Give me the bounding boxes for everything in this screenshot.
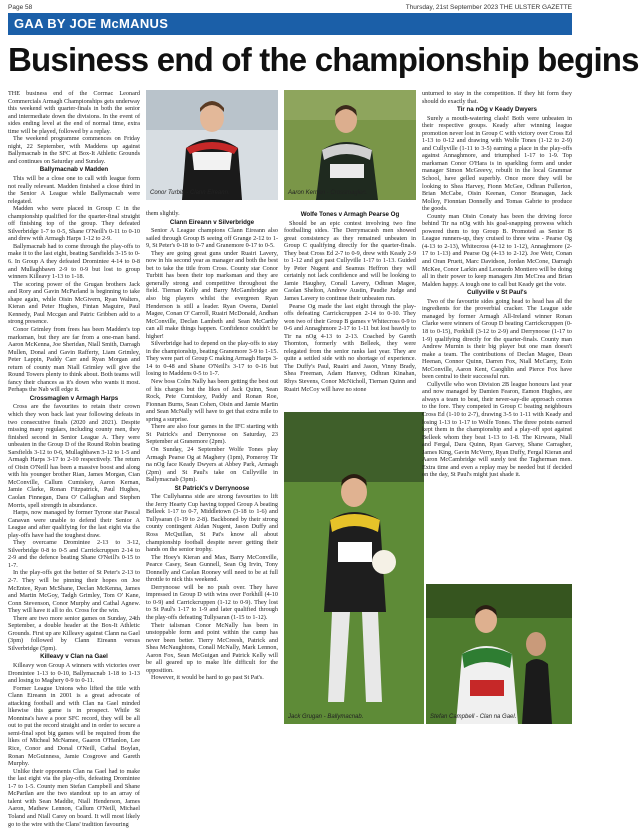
- paragraph: Cullyville who won Division 2B league honours last year and now managed by Damien Fearon, Eamon Hughes, are always a team to beat, their never-say-die approach comes to the fore. They competed in Group C beating neighbours Cross Ed (1-10 to 2-7), drawing 3-5 to 1-11 with Keady and losing 1-13 to 1-17 to Wolfe Tones. The three points earned kept them in the championship and a play-off spot against Belleek whom they beat 1-13 to 1-8. The Kirwans, Niall and Fergal, Dara Quinn, Ryan Garvey, Shane Carragher, James King, Gavin McVerry, Ryan Duffy, Fergal Kieran and Aaron McCambridge will surely test the Tagherman men. Extra time and even a replay may be needed but if decided on the day, St Paul's might just shade it.: [422, 380, 572, 479]
- photo-caption: Conor Turbitt - Clann Eireann.: [150, 190, 230, 196]
- paragraph: This will be a close one to call with league form not really relevant. Madden finished a close third in the Senior A League while Ballymacnab were relegated.: [8, 175, 140, 205]
- paragraph: Former League Unions who lifted the title with Clann Eireann in 2001 is a great advocate of attacking football and with Clan na Gael minded likewise this game is in prospect. While St Monnina's have a poor SFC record, they will be all out to put the record straight and in order to secure a semi-final spot big games will be required from the likes of Micheal McNamee, Gaaron O'Hanlon, Lee Rice, Conor and Donal O'Neill, Cathal Boylan, Ronan McGuinness, Jamie Cosgrove and Gareth Murphy.: [8, 684, 140, 768]
- paragraph: On Sunday, 24 September Wolfe Tones play Armagh Pearse Og at Maghery (1pm), Pomeroy Tir na nOg face Keady Dwyers at Abbey Park, Armagh (2pm) and St Paul's take on Cullyville in Ballymacnab (3pm).: [146, 445, 278, 484]
- paragraph: New boss Colm Nally has been getting the best out of his charges but the likes of Jack Quinn, Sean Rock, Pete Cumiskey, Paddy and Ronan Roe, Fionnan Burns, Sean Cohen, Oisin and Jamie Martin and Sean McNally will have to get that extra mile to spring a surprise.: [146, 378, 278, 423]
- player-photo-image: [426, 584, 572, 724]
- player-photo-image: [284, 90, 416, 200]
- paragraph: There are two more senior games on Sunday, 24th September, a double header at the Box-It Athletic Grounds. First up are Killeavy against Clann na Gael (3pm) followed by Clann Eireann versus Silverbridge (5pm).: [8, 614, 140, 652]
- paragraph: There are also four games in the IFC starting with St Patrick's and Derrynoose on Saturday, 23 September at Granemore (2pm).: [146, 423, 278, 446]
- headline: Business end of the championship begins: [8, 41, 639, 78]
- paragraph: Senior A League champions Clann Eireann also sailed through Group B seeing off Grange 2-12 to 1-9, St Peter's 0-18 to 0-7 and Granemore 0-17 to 0-5.: [146, 227, 278, 250]
- player-photo-image: [146, 90, 278, 200]
- photo-aaron-kernan: [284, 90, 416, 200]
- paragraph: Should be an epic contest involving two fine footballing sides. The Derrymacash men showed great consistency as they remained unbeaten in Group C qualifying directly for the quarter-finals. They beat Cross Ed 2-7 to 0-9, drew with Keady 2-9 to 1-12 and got past Cullyville 1-17 to 1-13. Guided by Peter Nugent and Seamus Heffron they will certainly not lack confidence and will be looking to Jamie Haughey, Conall Lavery, Odhran Magee, Caolan Shelton, Andrew Austin, Paudie Judge and James Lavery to continue their unbeaten run.: [284, 219, 416, 303]
- paragraph: Unlike their opponents Clan na Gael had to make the last eight via the play-offs, defeating Dromintee 1-7 to 1-5. County men Stefan Campbell and Shane McPartlan are the two standout up to an array of talent with Sean Maddie, Niall Henderson, James Aaron, Mathew Lennon, Callum O'Neill, Michael Toland and Niall Carey on board. It will most likely go to the wire with the Clans' tradition favouring: [8, 767, 140, 828]
- paragraph: Madden who were placed in Group C in the championship qualified for the quarter-final straight off finishing top of the group. They defeated Silverbridge 1-7 to 0-5, Shane O'Neill's 0-11 to 0-10 and drew with Armagh Harps 1-12 to 2-9.: [8, 205, 140, 243]
- paragraph: However, it would be hard to go past St Pat's.: [151, 674, 264, 682]
- subheading: Wolfe Tones v Armagh Pearse Og: [300, 211, 400, 218]
- paragraph: In the play-offs got the better of St Peter's 2-13 to 2-7. They will be pinning their hopes on Joe McEntee, Ryan McShane, Declan McKenna, James and Martin McGoy, Tadgh Grimley, Tom O' Kane, Conn Stevenson, Conor Murphy and Cathal Agnew. They will have it all to do. Cross for the win.: [8, 569, 140, 615]
- paragraph: Ballymacnab had to come through the play-offs to make it to the last eight, beating Sarsfields 3-15 to 0-6. In Group A they defeated Dromintee 4-14 to 0-8 and Mullaghbawn 2-9 to 0-9 but lost to group winners Killeavy 1-13 to 1-18.: [8, 242, 140, 281]
- paragraph: The Cullyhanna side are strong favourites to lift the Jerry Hearty Cup having topped Group A beating Belleek 1-17 to 0-7, Middletown (3-18 to 1-6) and Tullysaran (1-19 to 2-8). Backboned by their strong county contingent Aidan Nugent, Jason Duffy and Ross McQuillan, St Pat's know all about championship football despite never getting their hands on the senior trophy.: [146, 493, 278, 554]
- subheading: St Patrick's v Derrynoose: [174, 484, 250, 492]
- paragraph: County man Oisin Conaty has been the driving force behind Tir na nOg with his goal-snapping prowess which powered them to top Group B. Promoted as Senior B League runners-up, they cruised to three wins - Pearse Og (4-13 to 2-13), Whitecross (4-12 to 1-12), Annaghmore (2-17 to 1-13) and Pearse Og (4-13 to 2-12). Joe Weir, Conan and Oran Pruett, Marc Davidson, Jordan McCone, Darragh McKee, Conor Larkin and Leonardo Montiero will be doing all in their power to keep managers Jim McCrea and Brian Malden happy. A tough one to call but Keady get the vote.: [422, 212, 572, 288]
- paragraph: Surely a mouth-watering clash! Both were unbeaten in their respective groups. Keady after winning league promotion never lost in Group C with victory over Cross Ed 1-13 to 0-12 and drawing with Wolfe Tones (1-12 to 2-9) and Cullyville (1-11 to 3-5) earning a place in the play-offs against Annaghmore, and triumphed 1-17 to 1-9. Top marksman Conor O'Hara is in sparkling form and under manager Simon McGreevy, rebuilt in the local Grammar School, have gelled superbly. Once more they will be looking to Shea Harvey, Fionn McGee, Odhran Fullerton, Brian McCabe, Oisin Keenan, Conor Branagan, Jack Molloy, Fionntan Donnelly and Tomas Gabrie to produce the goods.: [422, 114, 572, 213]
- dateline: Thursday, 21st September 2023 THE ULSTER GAZETTE: [405, 4, 572, 11]
- article-column-4: [422, 90, 572, 580]
- photo-conor-turbitt: [146, 90, 278, 200]
- subheading: Ballymacnab v Madden: [39, 166, 109, 174]
- paragraph: Silverbridge had to depend on the play-offs to stay in the championship, beating Granemore 3-9 to 1-15. They were part of Group C making Armagh Harps 3-14 to 0-48 and Shane O'Neill's 3-17 to 0-16 but losing to Maddens 0-5 to 1-7.: [146, 340, 278, 378]
- paragraph: They are going great guns under Ruairi Lavery, now in his second year as manager and both the best bet to take the title from Cross. County star Conor Turbitt has been their top marksman and they are generally strong and competitive throughout the field. Tiernan Kelly and Barry McGambridge are also big players whilst the evergreen Ryan Henderson is still a leader. Ryan Owens, Daniel Magee, Conan O' Carroll, Ruairi McDonald, Andhan McConville, Declan Lambeth and Sean McCarthy can all make things happen. Confidence couldn't be higher!: [146, 249, 278, 340]
- player-photo-image: [284, 412, 424, 724]
- paragraph: Conor Grimley from frees has been Madden's top marksman, but they are far from a one-man band. Aaron McKenna, Joe Sheridan, Niall Smith, Darragh Mullen, Donal and Gavin Rafferty, Liam Grimley, Peter Lappin, Paddy Carr and Ryan Morgan and return of county man Niall Grimley will give the Round Towers plenty to think about. Both teams will fancy their chances as it's down who wants it most. Perhaps the Nab will edge it.: [8, 325, 140, 394]
- paragraph: Two of the favourite sides going head to head has all the ingredients for the proverbial cracker. The League side managed by former Armagh All-Ireland winner Ronan Clarke were winners of Group D beating Carrickcruppen (0-18 to 0-15), Forkhill (3-12 to 2-9) and Derrynoose (1-17 to 1-9) qualifying directly for the quarter-finals. County man Andrew Murnin is their big player but one man doesn't make a team. The contributions of Declan Magee, Dean Heenan, Connor Quinn, Darren Fox, Niall McCarry, Eoin McConville, Aaron Kent, Caoghlin and Pierce Fox have been central to their successful run.: [422, 297, 572, 381]
- article-column-1: [8, 90, 140, 828]
- paragraph: them slightly.: [146, 210, 180, 217]
- photo-stefan-campbell: [426, 584, 572, 724]
- paragraph: Their talisman Conor McNally has been in unstoppable form and point within the camp has never been better. Tierry McCreesh, Patrick and Shea McNaughtons, Conall McNally, Mark Lennon, Aaron Fox, Sean McGuigan and Patrick Kelly will be all geared up to make life difficult for the opposition.: [146, 621, 278, 674]
- paragraph: Killeavy won Group A winners with victories over Dromintee 1-13 to 0-10, Ballymacnab 1-18 to 1-13 and losing to Maghery 0-9 to 0-11.: [8, 662, 140, 685]
- paragraph: Harps, now managed by former Tyrone star Pascal Canavan were unable to defend their Senior A League and after qualifying for the last eight via the play-offs have had the toughest draw.: [8, 509, 140, 539]
- page-number: Page 58: [8, 4, 33, 11]
- subheading: Crossmaglen v Armagh Harps: [29, 394, 119, 402]
- photo-caption: Stefan Campbell - Clan na Gael.: [430, 714, 517, 720]
- paragraph: The weekend programme commences on Friday night, 22 September, with Maddens up against Ballymacnab in the SFC at Box-It Athletic Grounds and continues on Saturday and Sunday.: [8, 135, 140, 165]
- section-bar: GAA BY JOE McMANUS: [8, 13, 572, 35]
- photo-jack-grugan: [284, 412, 424, 724]
- paragraph: They overcame Dromintee 2-13 to 3-12, Silverbridge 0-8 to 0-5 and Carrickcruppen 2-14 to 2-9 and the defence beating Shane O'Neill's 0-15 to 1-7.: [8, 539, 140, 569]
- photo-caption: Aaron Kernan - Crossmaglen.: [288, 190, 368, 196]
- paragraph: Cross are the favourites to retain their crown which they won back last year following defeats in two consecutive finals (2020 and 2021). Despite missing many regulars, including county men, they finished second in Senior League A. They were unbeaten in the Group D of the Round Robin beating Sarsfields 3-12 to 0-6, Mullaghbawn 3-12 to 1-5 and Armagh Harps 3-17 to 2-10 respectively. The return of Oisin O'Neill has been a massive boost and along with his younger brother Rian, James Morgan, Cian McConville, Callum Cumiskey, Aaron Kernan, Jamie Clarke, Ronan Fitzpatrick, Paul Hughes, Caolan Finnegan, Dara O' Callaghan and Stephen Morris, spell strength in abundance.: [8, 403, 140, 509]
- subheading: Killeavy v Clan na Gael: [40, 653, 108, 661]
- article-column-3: [284, 210, 416, 406]
- paragraph: The scoring power of the Grugan brothers Jack and Rory and Gavin McParland is beginning to take shape again, while Oisin McGivern, Ryan Walters, Kieran and Peter Hughes, Fintan Maguire, Paul Kennedy, Paul Mccgan and Patric Gribben add to a strong presence.: [8, 280, 140, 326]
- paragraph: The Hoey's Kieran and Max, Barry McConville, Pearce Casey, Sean Gunnell, Sean Og Irvin, Tony Donnelly and Caolan Rooney will need to be at full throttle to nick this weekend.: [146, 553, 278, 584]
- paragraph: unturned to stay in the competition. If they hit form they should do exactly that.: [422, 90, 572, 105]
- paragraph: Derrynoose will be no push over. They have impressed in Group D with wins over Forkhill (4-10 to 0-9) and Carrickcruppen (1-12 to 0-9). They lost to St Paul's 1-17 to 1-9 and later qualified through the play-offs defeating Tullysaran (1-15 to 1-12).: [146, 583, 278, 621]
- paragraph: THE business end of the Corrnac Leonard Commercials Armagh Championships gets underway this weekend with quarter-finals in both the senior and intermediate down the divisions. In the event of sides ending level at the end of normal time, extra time will be played, followed by a replay.: [8, 90, 140, 135]
- subheading: Clann Eireann v Silverbridge: [169, 218, 255, 226]
- article-column-2: [146, 210, 278, 730]
- paragraph: Pearse Og made the last eight through the play-offs defeating Carrickcruppen 2-14 to 0-10. They won two of their Group B games v Whitecross 0-9 to 0-6 and Annaghmore 2-17 to 1-11 but lost heavily to Tir na nOg 4-13 to 2-13. Coached by Gareth Thornton, formerly with Belleek, they were relegated from the senior ranks last year. They are quite a settled side with no shortage of experience. The Duffy's Paul, Ruairi and Jason, Vinny Brady, Shea Freeman, Adam Hanvey, Odhran Kinahan, Rhys Stevens, Conor McNicholl, Tiernan Quinn and Ruairi McCoy will have no stone: [284, 302, 416, 393]
- subheading: Cullyville v St Paul's: [467, 289, 527, 297]
- photo-caption: Jack Grugan - Ballymacnab.: [288, 714, 364, 720]
- subheading: Tir na nOg v Keady Dwyers: [456, 106, 537, 114]
